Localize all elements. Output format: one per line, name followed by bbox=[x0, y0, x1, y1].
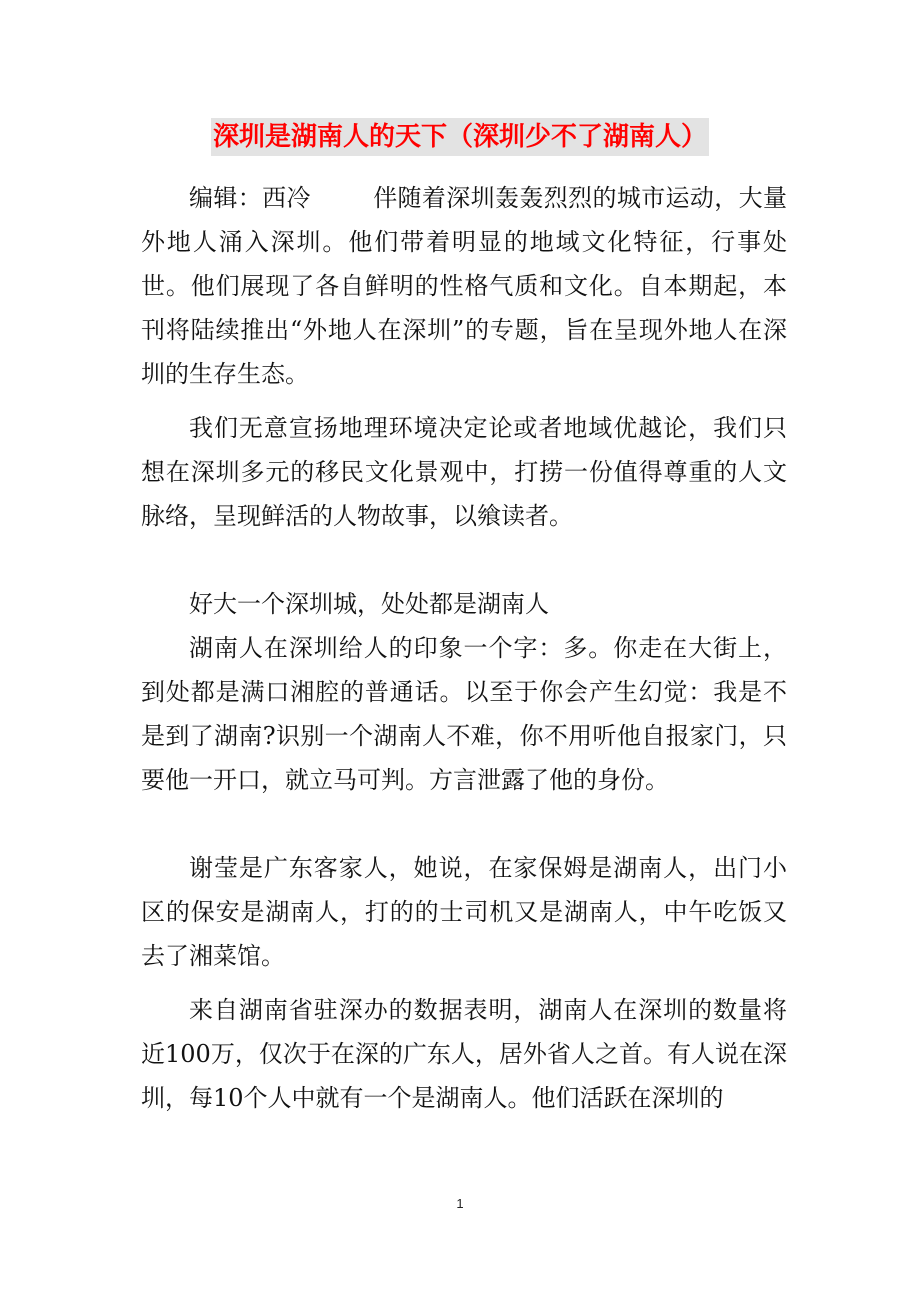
editor-credit: 编辑：西冷 bbox=[189, 184, 311, 212]
document-title: 深圳是湖南人的天下（深圳少不了湖南人） bbox=[211, 118, 709, 156]
title-container bbox=[0, 118, 920, 156]
paragraph-gap bbox=[141, 538, 787, 582]
intro-paragraph bbox=[141, 176, 787, 396]
section-heading: 好大一个深圳城，处处都是湖南人 bbox=[189, 590, 549, 618]
paragraph-4: 来自湖南省驻深办的数据表明，湖南人在深圳的数量将近100万，仅次于在深的广东人，居外省人之首。有人说在深圳，每10个人中就有一个是湖南人。他们活跃在深圳的 bbox=[141, 996, 787, 1112]
paragraph-3: 谢莹是广东客家人，她说，在家保姆是湖南人，出门小区的保安是湖南人，打的的士司机又是湖南人，中午吃饭又去了湘菜馆。 bbox=[141, 854, 787, 970]
paragraph-2: 湖南人在深圳给人的印象一个字：多。你走在大街上，到处都是满口湘腔的普通话。以至于你会产生幻觉：我是不是到了湖南?识别一个湖南人不难，你不用听他自报家门，只要他一开口，就立马可判。方言泄露了他的身份。 bbox=[141, 634, 787, 794]
page-number: 1 bbox=[456, 1196, 464, 1211]
paragraph-gap bbox=[141, 802, 787, 846]
document-body bbox=[141, 176, 787, 1120]
intro-text: 伴随着深圳轰轰烈烈的城市运动，大量外地人涌入深圳。他们带着明显的地域文化特征，行事处世。他们展现了各自鲜明的性格气质和文化。自本期起，本刊将陆续推出“外地人在深圳”的专题，旨在呈现外地人在深圳的生存生态。 bbox=[141, 184, 788, 388]
paragraph-1: 我们无意宣扬地理环境决定论或者地域优越论，我们只想在深圳多元的移民文化景观中，打捞一份值得尊重的人文脉络，呈现鲜活的人物故事，以飨读者。 bbox=[141, 414, 787, 530]
